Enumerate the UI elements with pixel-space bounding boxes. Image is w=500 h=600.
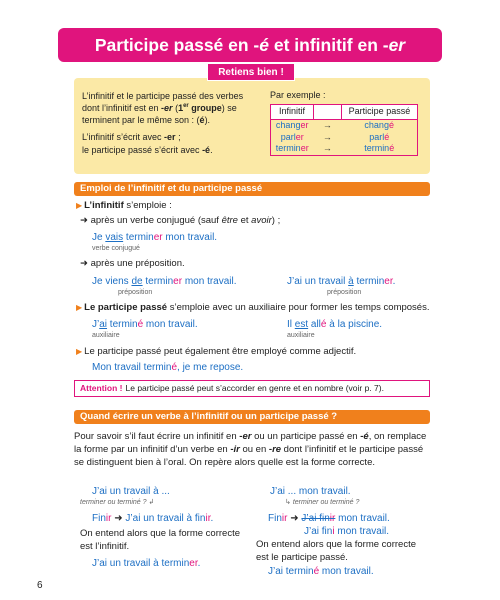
example-6: Mon travail terminé, je me repose. bbox=[92, 362, 244, 373]
left-answer: J’ai un travail à terminer. bbox=[92, 558, 201, 569]
arrow-bullet-icon: ➜ bbox=[80, 215, 88, 226]
right-answer: J’ai terminé mon travail. bbox=[268, 566, 374, 577]
left-question: J’ai un travail à ... bbox=[92, 486, 170, 497]
example-2-note: préposition bbox=[118, 289, 153, 296]
right-correct: J’ai fini mon travail. bbox=[304, 526, 390, 537]
example-3: J’ai un travail à terminer. bbox=[287, 276, 396, 287]
table-row: terminer → terminé bbox=[271, 143, 418, 155]
example-5: Il est allé à la piscine. bbox=[287, 319, 383, 330]
page-number: 6 bbox=[37, 580, 43, 591]
rule-text bbox=[82, 90, 262, 161]
table-row: changer → changé bbox=[271, 119, 418, 131]
example-4-note: auxiliaire bbox=[92, 332, 120, 339]
arrow-icon: ➜ bbox=[114, 513, 123, 524]
example-4: J’ai terminé mon travail. bbox=[92, 319, 198, 330]
arrow-icon: → bbox=[322, 131, 332, 142]
section-heading-emploi: Emploi de l’infinitif et du participe passé bbox=[74, 182, 430, 196]
triangle-bullet-icon: ▶ bbox=[76, 347, 83, 356]
arrow-icon: → bbox=[322, 119, 332, 130]
rule-paragraph-2: L’infinitif s’écrit avec -er ; le participe passé s’écrit avec -é. bbox=[82, 132, 213, 155]
after-preposition-rule: ➜ après une préposition. bbox=[80, 258, 185, 269]
retiens-bien-tag: Retiens bien ! bbox=[207, 63, 295, 81]
arrow-icon: ➜ bbox=[290, 513, 299, 524]
participe-rule: ▶ Le participe passé s’emploie avec un auxiliaire pour former les temps composés. bbox=[76, 302, 430, 313]
page-title: Participe passé en -é et infinitif en -er bbox=[58, 28, 442, 62]
triangle-bullet-icon: ▶ bbox=[76, 201, 83, 210]
method-paragraph: Pour savoir s’il faut écrire un infinitif en -er ou un participe passé en -é, on remplace la forme par un infinitif d’un verbe en -ir ou en -re dont l’infinitif et le participe passé se distinguent bien à l’oral. On repère alors quelle est la forme correcte. bbox=[74, 431, 427, 468]
table-row: parler → parlé bbox=[271, 131, 418, 143]
example-table bbox=[270, 104, 418, 156]
example-5-note: auxiliaire bbox=[287, 332, 315, 339]
arrow-bullet-icon: ➜ bbox=[80, 258, 88, 269]
arrow-icon: → bbox=[313, 143, 341, 155]
right-question: J’ai ... mon travail. bbox=[270, 486, 351, 497]
rule-paragraph-1: L’infinitif et le participe passé des verbes dont l’infinitif est en -er (1er groupe) se terminent par le même son : (é). bbox=[82, 91, 244, 126]
arrow-up-icon: ↳ bbox=[285, 499, 291, 506]
after-conjugated-rule: ➜ après un verbe conjugué (sauf être et avoir) ; bbox=[80, 215, 281, 226]
right-conclusion: On entend alors que la forme correcte est le participe passé. bbox=[256, 539, 417, 563]
triangle-bullet-icon: ▶ bbox=[76, 303, 83, 312]
arrow-up-icon: ↲ bbox=[148, 499, 155, 506]
example-1: Je vais terminer mon travail. bbox=[92, 232, 218, 243]
right-question-note: ↳ terminer ou terminé ? bbox=[285, 499, 360, 506]
col-infinitif: Infinitif bbox=[271, 105, 314, 120]
left-test: Finir ➜ J’ai un travail à finir. bbox=[92, 513, 214, 524]
adjective-rule: ▶ Le participe passé peut également être employé comme adjectif. bbox=[76, 346, 357, 357]
example-2: Je viens de terminer mon travail. bbox=[92, 276, 237, 287]
example-1-note: verbe conjugué bbox=[92, 245, 140, 252]
infinitif-rule: ▶ L’infinitif s’emploie : bbox=[76, 200, 172, 211]
right-test: Finir ➜ J’ai finir mon travail. bbox=[268, 513, 390, 524]
left-conclusion: On entend alors que la forme correcte est l’infinitif. bbox=[80, 528, 241, 552]
example-3-note: préposition bbox=[327, 289, 362, 296]
section-heading-quand: Quand écrire un verbe à l’infinitif ou un participe passé ? bbox=[74, 410, 430, 424]
example-label: Par exemple : bbox=[270, 90, 326, 100]
col-participe: Participe passé bbox=[341, 105, 417, 120]
attention-note: Attention ! Le participe passé peut s’accorder en genre et en nombre (voir p. 7). bbox=[74, 380, 430, 397]
left-question-note: terminer ou terminé ? ↲ bbox=[80, 499, 155, 506]
